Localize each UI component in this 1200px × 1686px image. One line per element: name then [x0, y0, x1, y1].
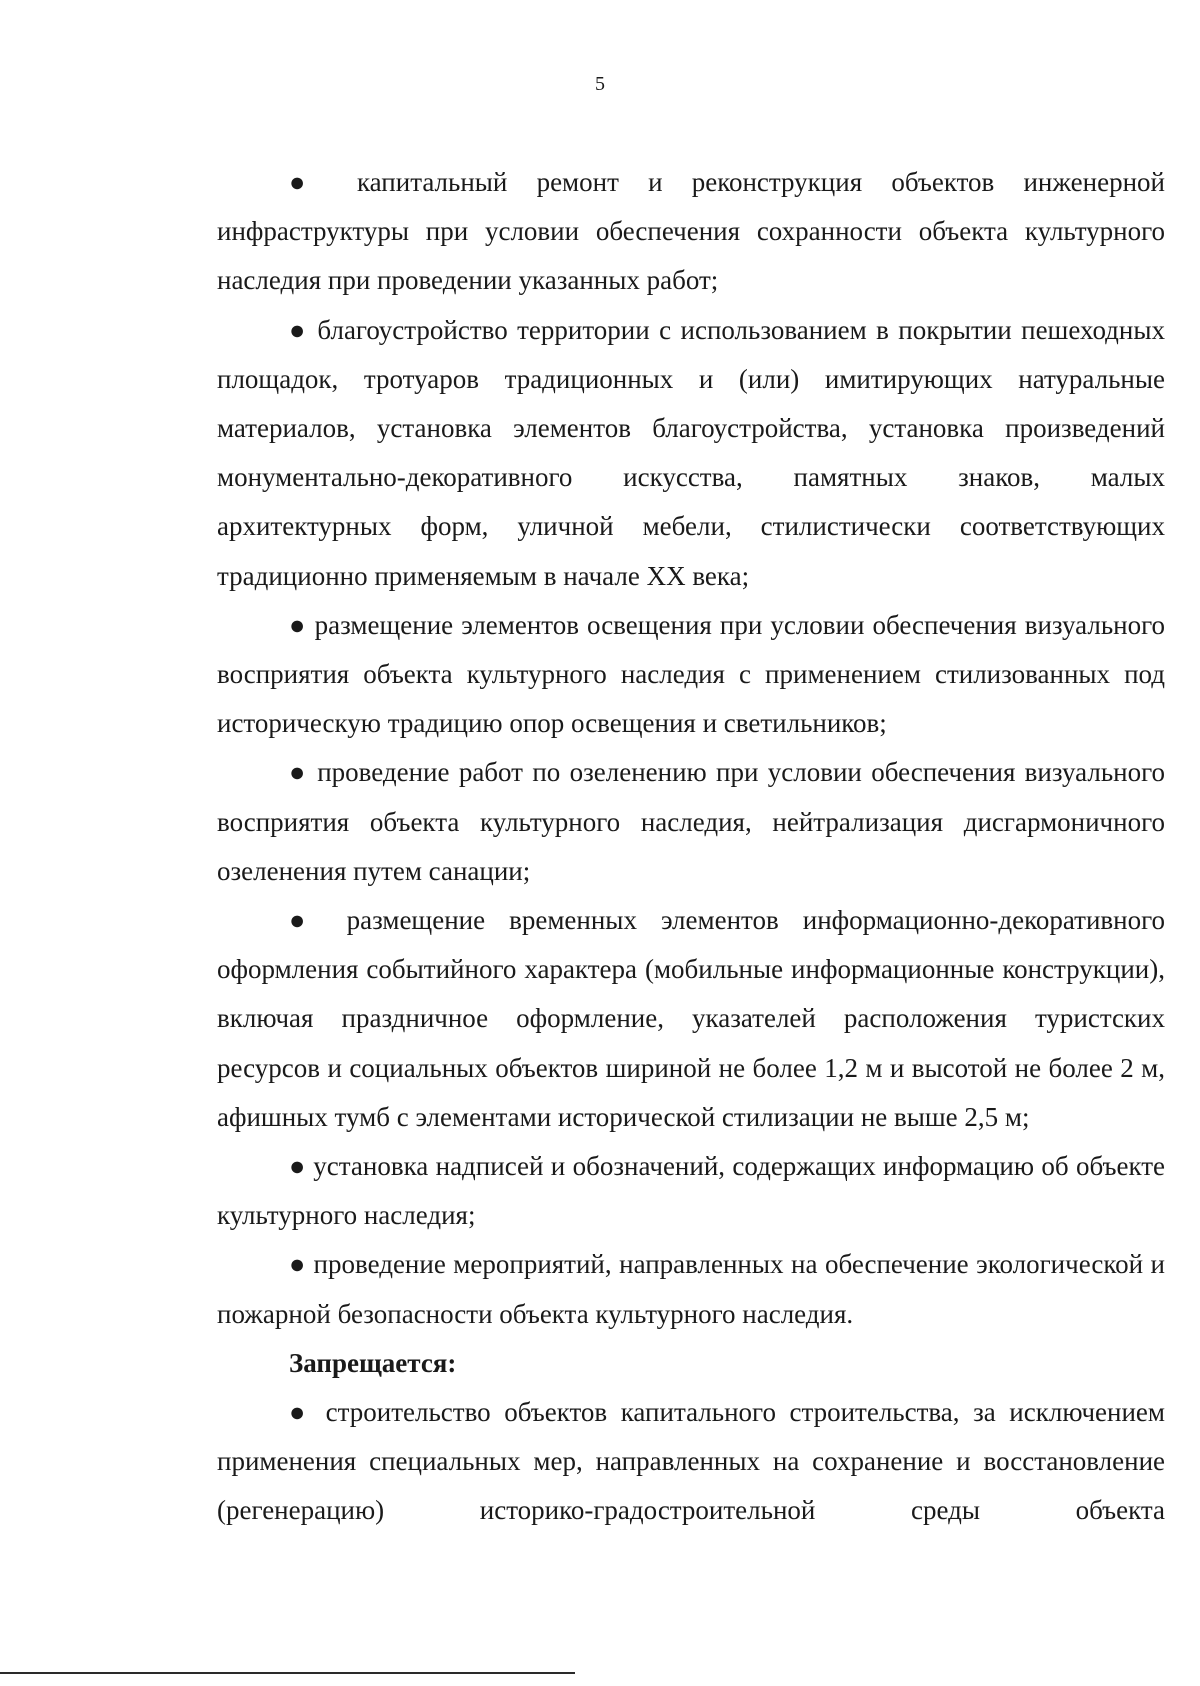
prohibited-item-construction: ● строительство объектов капитального строительства, за исключением применения специальных мер, направленных на сохранение и восстановление (регенерацию) историко-градостроительной среды объекта — [217, 1397, 1165, 1526]
footnote-divider — [0, 1672, 575, 1674]
permitted-item-temporary-decor: ● размещение временных элементов информационно-декоративного оформления событийного характера (мобильные информационные конструкции), включая праздничное оформление, указателей расположения туристских ресурсов и социальных объектов шириной не более 1,2 м и высотой не более 2 м, афишных тумб с элементами исторической стилизации не выше 2,5 м; — [217, 905, 1165, 1132]
permitted-item-inscriptions: ● установка надписей и обозначений, содержащих информацию об объекте культурного наследия; — [217, 1151, 1165, 1231]
permitted-item-lighting: ● размещение элементов освещения при условии обеспечения визуального восприятия объекта культурного наследия с применением стилизованных под историческую традицию опор освещения и светильников; — [217, 609, 1165, 739]
permitted-item-greening: ● проведение работ по озеленению при условии обеспечения визуального восприятия объекта культурного наследия, нейтрализация дисгармоничного озеленения путем санации; — [217, 757, 1165, 886]
permitted-item-landscaping: ● благоустройство территории с использованием в покрытии пешеходных площадок, тротуаров традиционных и (или) имитирующих натуральные материалов, установка элементов благоустройства, установка произведений монументально-декоративного искусства, памятных знаков, малых архитектурных форм, уличной мебели, стилистически соответствующих традиционно применяемым в начале XX века; — [217, 314, 1165, 591]
permitted-item-infrastructure: ● капитальный ремонт и реконструкция объектов инженерной инфраструктуры при условии обеспечения сохранности объекта культурного наследия при проведении указанных работ; — [217, 167, 1165, 296]
permitted-item-safety: ● проведение мероприятий, направленных на обеспечение экологической и пожарной безопасности объекта культурного наследия. — [217, 1249, 1165, 1329]
document-body — [217, 158, 1165, 1536]
prohibited-heading: Запрещается: — [289, 1347, 457, 1378]
page-number: 5 — [595, 73, 605, 95]
